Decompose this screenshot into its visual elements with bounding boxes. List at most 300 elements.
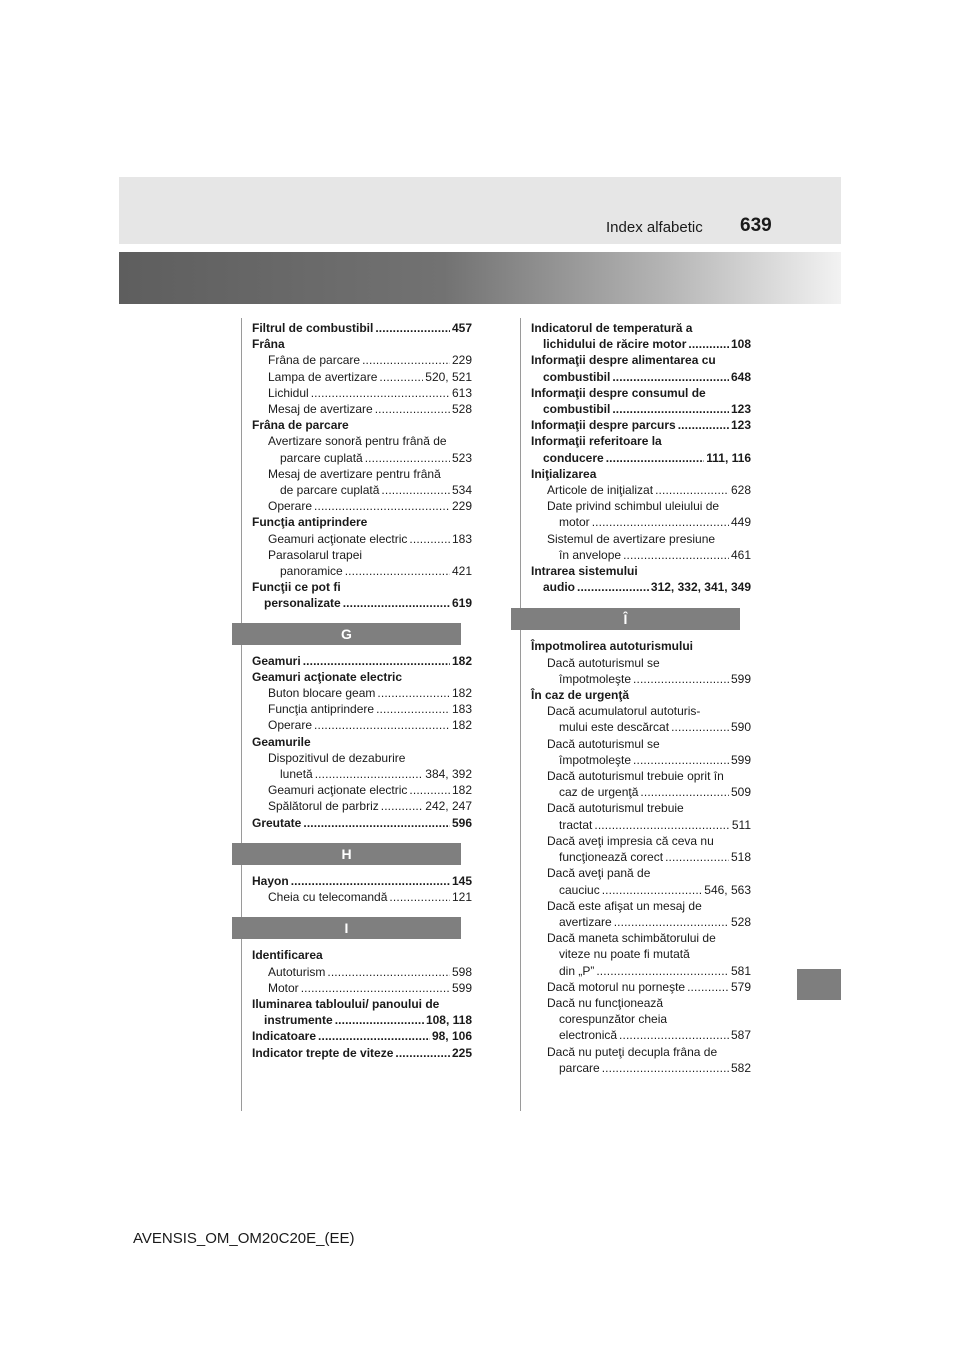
index-entry-text: Informaţii despre parcurs bbox=[531, 418, 676, 433]
index-entry-line bbox=[252, 369, 472, 385]
index-entry-line bbox=[252, 798, 472, 814]
leader-dots bbox=[375, 320, 450, 336]
index-entry-line bbox=[531, 800, 751, 816]
index-page-ref[interactable]: 628 bbox=[730, 483, 751, 498]
index-entry-text: Avertizare sonoră pentru frână de bbox=[268, 434, 447, 449]
index-page-ref[interactable]: 518 bbox=[730, 850, 751, 865]
index-page-ref[interactable]: 509 bbox=[730, 785, 751, 800]
index-page-ref[interactable]: 596 bbox=[451, 815, 472, 830]
index-entry bbox=[252, 873, 472, 889]
index-page-ref[interactable]: 528 bbox=[730, 914, 751, 929]
index-block bbox=[531, 320, 751, 595]
index-entry bbox=[252, 947, 472, 963]
index-page-ref[interactable]: 312, 332, 341, 349 bbox=[650, 580, 751, 595]
index-entry-text: Date privind schimbul uleiului de bbox=[547, 499, 720, 514]
letter-header-g: G bbox=[232, 623, 461, 645]
index-page-ref[interactable]: 520, 521 bbox=[425, 369, 472, 384]
index-entry-text: Informaţii despre alimentarea cu bbox=[531, 353, 716, 368]
index-entry bbox=[531, 417, 751, 433]
index-entry bbox=[531, 466, 751, 482]
index-entry bbox=[252, 782, 472, 798]
leader-dots bbox=[389, 889, 450, 905]
index-entry-text: Dispozitivul de dezaburire bbox=[268, 750, 406, 765]
index-entry-line bbox=[531, 914, 751, 930]
index-entry bbox=[531, 655, 751, 687]
index-entry-text: Dacă maneta schimbătorului de bbox=[547, 931, 716, 946]
index-entry-text: Informaţii despre consumul de bbox=[531, 385, 706, 400]
index-entry bbox=[531, 352, 751, 384]
index-entry-text: cauciuc bbox=[559, 882, 600, 897]
leader-dots bbox=[655, 482, 729, 498]
index-entry-line bbox=[252, 1012, 472, 1028]
index-entry-text: Sistemul de avertizare presiune bbox=[547, 531, 716, 546]
index-entry-line bbox=[252, 669, 472, 685]
index-entry-line bbox=[252, 717, 472, 733]
leader-dots bbox=[379, 369, 423, 385]
index-entry-line bbox=[252, 1028, 472, 1044]
leader-dots bbox=[409, 531, 450, 547]
leader-dots bbox=[395, 1045, 450, 1061]
index-entry-text: Operare bbox=[268, 499, 313, 514]
leader-dots bbox=[594, 817, 730, 833]
index-column-right bbox=[531, 320, 751, 1076]
index-entry bbox=[531, 687, 751, 703]
index-page-ref[interactable]: 511 bbox=[731, 817, 751, 832]
index-entry-text: Indicatoare bbox=[252, 1029, 317, 1044]
index-entry-line bbox=[531, 1044, 751, 1060]
index-entry-text: Motor bbox=[268, 980, 299, 995]
index-block bbox=[531, 638, 751, 1075]
index-entry-line bbox=[531, 833, 751, 849]
index-page-ref[interactable]: 229 bbox=[451, 499, 472, 514]
leader-dots bbox=[327, 964, 450, 980]
index-page-ref[interactable]: 582 bbox=[730, 1060, 751, 1075]
index-entry-text: Operare bbox=[268, 718, 313, 733]
index-entry bbox=[252, 336, 472, 352]
index-entry bbox=[252, 514, 472, 530]
index-entry-text: de parcare cuplată bbox=[280, 483, 380, 498]
leader-dots bbox=[577, 579, 649, 595]
index-page-ref[interactable]: 613 bbox=[451, 385, 472, 400]
index-page-ref[interactable]: 546, 563 bbox=[704, 882, 751, 897]
leader-dots bbox=[602, 1060, 729, 1076]
index-entry bbox=[252, 815, 472, 831]
index-entry bbox=[531, 433, 751, 465]
index-entry-text: funcţionează corect bbox=[559, 850, 664, 865]
index-entry bbox=[252, 798, 472, 814]
header-band bbox=[119, 177, 841, 244]
column-divider-left bbox=[241, 318, 242, 1111]
index-entry-text: Identificarea bbox=[252, 948, 323, 963]
index-entry-line bbox=[252, 433, 472, 449]
index-entry bbox=[531, 498, 751, 530]
index-entry-text: Dacă este afişat un mesaj de bbox=[547, 898, 702, 913]
index-entry-text: Indicator trepte de viteze bbox=[252, 1045, 394, 1060]
index-entry-text: Dacă autoturismul trebuie bbox=[547, 801, 684, 816]
index-entry-text: Împotmolirea autoturismului bbox=[531, 639, 694, 654]
index-entry-line bbox=[531, 979, 751, 995]
index-entry-line bbox=[252, 514, 472, 530]
index-entry bbox=[252, 653, 472, 669]
page-number: 639 bbox=[740, 215, 772, 236]
leader-dots bbox=[365, 450, 450, 466]
index-entry-line bbox=[252, 579, 472, 595]
index-block bbox=[252, 873, 472, 905]
index-entry-line bbox=[252, 385, 472, 401]
index-entry-text: personalizate bbox=[264, 596, 341, 611]
leader-dots bbox=[291, 873, 450, 889]
index-entry bbox=[252, 980, 472, 996]
index-entry-line bbox=[531, 736, 751, 752]
index-entry bbox=[531, 736, 751, 768]
leader-dots bbox=[311, 385, 450, 401]
index-entry-line bbox=[531, 752, 751, 768]
index-entry-line bbox=[531, 514, 751, 530]
index-entry-line bbox=[531, 768, 751, 784]
index-entry bbox=[531, 638, 751, 654]
index-entry-line bbox=[252, 964, 472, 980]
index-entry bbox=[252, 717, 472, 733]
leader-dots bbox=[381, 798, 424, 814]
index-entry-text: Dacă aveţi pană de bbox=[547, 866, 651, 881]
leader-dots bbox=[375, 401, 450, 417]
index-page-ref[interactable]: 182 bbox=[451, 783, 472, 798]
index-entry-text: Geamuri acţionate electric bbox=[268, 783, 408, 798]
index-entry-line bbox=[252, 401, 472, 417]
index-entry bbox=[531, 930, 751, 979]
index-entry-text: Cheia cu telecomandă bbox=[268, 890, 388, 905]
index-entry bbox=[252, 531, 472, 547]
index-entry-text: electronică bbox=[559, 1028, 618, 1043]
index-entry-text: combustibil bbox=[543, 369, 611, 384]
index-entry-line bbox=[531, 320, 751, 336]
index-entry-text: Geamuri acţionate electric bbox=[252, 669, 403, 684]
index-entry bbox=[531, 703, 751, 735]
index-entry-line bbox=[531, 865, 751, 881]
index-entry-line bbox=[531, 417, 751, 433]
index-entry-line bbox=[531, 784, 751, 800]
index-entry-text: caz de urgenţă bbox=[559, 785, 639, 800]
index-column-left bbox=[252, 320, 472, 1061]
index-entry-line bbox=[252, 685, 472, 701]
leader-dots bbox=[314, 717, 450, 733]
index-entry-text: Frâna de parcare bbox=[252, 418, 349, 433]
index-page-ref[interactable]: 182 bbox=[451, 653, 472, 668]
index-entry-text: avertizare bbox=[559, 914, 612, 929]
index-entry bbox=[252, 579, 472, 611]
index-entry-line bbox=[252, 1045, 472, 1061]
index-entry-text: Funcţia antiprindere bbox=[268, 702, 375, 717]
leader-dots bbox=[362, 352, 450, 368]
index-page-ref[interactable]: 619 bbox=[451, 596, 472, 611]
leader-dots bbox=[665, 849, 729, 865]
leader-dots bbox=[381, 482, 450, 498]
index-entry-text: Dacă nu funcţionează bbox=[547, 995, 664, 1010]
leader-dots bbox=[596, 963, 729, 979]
index-entry-text: audio bbox=[543, 580, 575, 595]
index-entry-line bbox=[531, 450, 751, 466]
index-entry-line bbox=[252, 889, 472, 905]
index-entry-text: Mesaj de avertizare bbox=[268, 402, 373, 417]
index-page-ref[interactable]: 599 bbox=[730, 752, 751, 767]
index-entry-line bbox=[531, 638, 751, 654]
index-page-ref[interactable]: 648 bbox=[730, 369, 751, 384]
leader-dots bbox=[606, 450, 705, 466]
column-divider-right bbox=[520, 318, 521, 1111]
index-entry bbox=[531, 898, 751, 930]
index-entry-text: Buton blocare geam bbox=[268, 686, 376, 701]
index-entry bbox=[531, 385, 751, 417]
index-entry-line bbox=[531, 385, 751, 401]
index-page-ref[interactable]: 579 bbox=[730, 979, 751, 994]
letter-header-i-circumflex: Î bbox=[511, 608, 740, 630]
index-page-ref[interactable]: 121 bbox=[451, 890, 472, 905]
index-entry bbox=[252, 498, 472, 514]
index-entry-text: Spălătorul de parbriz bbox=[268, 799, 379, 814]
index-entry-line bbox=[531, 898, 751, 914]
index-entry-line bbox=[531, 995, 751, 1011]
leader-dots bbox=[640, 784, 729, 800]
leader-dots bbox=[335, 1012, 424, 1028]
index-page-ref[interactable]: 183 bbox=[451, 702, 472, 717]
index-entry-text: Dacă autoturismul se bbox=[547, 655, 660, 670]
index-entry bbox=[531, 320, 751, 352]
leader-dots bbox=[377, 685, 450, 701]
index-entry bbox=[252, 964, 472, 980]
index-page-ref[interactable]: 183 bbox=[451, 531, 472, 546]
index-page-ref[interactable]: 587 bbox=[730, 1028, 751, 1043]
index-entry-text: împotmoleşte bbox=[559, 671, 632, 686]
index-entry-line bbox=[252, 766, 472, 782]
index-entry-line bbox=[252, 450, 472, 466]
index-entry-line bbox=[252, 782, 472, 798]
index-entry-line bbox=[252, 815, 472, 831]
index-entry-text: Filtrul de combustibil bbox=[252, 321, 374, 335]
document-code: AVENSIS_OM_OM20C20E_(EE) bbox=[133, 1230, 355, 1247]
leader-dots bbox=[687, 979, 729, 995]
leader-dots bbox=[623, 547, 729, 563]
leader-dots bbox=[671, 719, 729, 735]
index-entry-text: corespunzător cheia bbox=[559, 1012, 668, 1027]
index-page-ref[interactable]: 384, 392 bbox=[425, 767, 472, 782]
index-page-ref[interactable]: 534 bbox=[451, 483, 472, 498]
index-entry-text: parcare bbox=[559, 1060, 600, 1075]
index-entry bbox=[531, 865, 751, 897]
index-page-ref[interactable]: 123 bbox=[730, 402, 751, 417]
index-page-ref[interactable]: 123 bbox=[730, 418, 751, 433]
leader-dots bbox=[633, 671, 729, 687]
leader-dots bbox=[301, 980, 450, 996]
index-entry-line bbox=[252, 996, 472, 1012]
index-page-ref[interactable]: 599 bbox=[730, 671, 751, 686]
index-page-ref[interactable]: 108, 118 bbox=[425, 1013, 472, 1028]
index-entry-text: Frâna bbox=[252, 337, 285, 352]
leader-dots bbox=[612, 401, 729, 417]
index-page-ref[interactable]: 449 bbox=[730, 515, 751, 530]
index-entry-text: Funcţia antiprindere bbox=[252, 515, 368, 530]
index-entry-text: parcare cuplată bbox=[280, 450, 363, 465]
index-entry bbox=[252, 669, 472, 685]
index-entry bbox=[252, 433, 472, 465]
index-entry bbox=[252, 1045, 472, 1061]
index-entry-text: Intrarea sistemului bbox=[531, 564, 638, 579]
index-entry-line bbox=[531, 352, 751, 368]
index-entry bbox=[531, 833, 751, 865]
index-entry-line bbox=[531, 433, 751, 449]
index-entry-text: Geamurile bbox=[252, 734, 311, 749]
index-block bbox=[252, 947, 472, 1060]
leader-dots bbox=[315, 766, 424, 782]
index-entry-text: Autoturism bbox=[268, 964, 326, 979]
index-page-ref[interactable]: 225 bbox=[451, 1045, 472, 1060]
leader-dots bbox=[688, 336, 729, 352]
index-entry-text: Dacă autoturismul trebuie oprit în bbox=[547, 769, 724, 784]
index-block bbox=[252, 320, 472, 612]
index-entry-text: combustibil bbox=[543, 402, 611, 417]
index-entry-text: Dacă autoturismul se bbox=[547, 736, 660, 751]
index-entry-text: Lichidul bbox=[268, 385, 309, 400]
index-page-ref[interactable]: 182 bbox=[451, 686, 472, 701]
leader-dots bbox=[303, 653, 450, 669]
index-entry-text: conducere bbox=[543, 450, 604, 465]
index-entry-text: Parasolarul trapei bbox=[268, 547, 363, 562]
index-entry bbox=[531, 482, 751, 498]
index-entry-line bbox=[531, 1027, 751, 1043]
index-entry-line bbox=[252, 531, 472, 547]
index-entry bbox=[252, 734, 472, 750]
index-entry-line bbox=[252, 563, 472, 579]
leader-dots bbox=[303, 815, 450, 831]
index-entry-text: Geamuri acţionate electric bbox=[268, 531, 408, 546]
letter-header-i: I bbox=[232, 917, 461, 939]
index-entry bbox=[531, 563, 751, 595]
index-page-ref[interactable]: 242, 247 bbox=[425, 799, 472, 814]
index-entry bbox=[252, 889, 472, 905]
index-entry-line bbox=[252, 980, 472, 996]
leader-dots bbox=[614, 914, 729, 930]
index-page-ref[interactable]: 599 bbox=[451, 980, 472, 995]
index-entry-text: mului este descărcat bbox=[559, 720, 670, 735]
index-entry-line bbox=[531, 655, 751, 671]
index-page-ref[interactable]: 461 bbox=[730, 547, 751, 562]
leader-dots bbox=[345, 563, 450, 579]
index-entry-text: Mesaj de avertizare pentru frână bbox=[268, 466, 441, 481]
index-entry bbox=[252, 401, 472, 417]
index-entry-line bbox=[252, 653, 472, 669]
index-entry-text: Informaţii referitoare la bbox=[531, 434, 662, 449]
index-entry-text: Lampa de avertizare bbox=[268, 369, 378, 384]
index-entry bbox=[252, 1028, 472, 1044]
section-gradient-band bbox=[119, 252, 841, 304]
index-entry-text: Greutate bbox=[252, 815, 302, 830]
section-thumb-tab bbox=[797, 969, 841, 1000]
index-entry-line bbox=[252, 547, 472, 563]
index-entry-line bbox=[531, 719, 751, 735]
index-entry-line bbox=[531, 336, 751, 352]
index-entry-line bbox=[531, 563, 751, 579]
index-entry-line bbox=[531, 401, 751, 417]
index-entry-text: Frâna de parcare bbox=[268, 353, 361, 368]
index-entry bbox=[252, 352, 472, 368]
index-entry-line bbox=[252, 750, 472, 766]
index-entry-text: Dacă motorul nu porneşte bbox=[547, 979, 686, 994]
index-page-ref[interactable]: 590 bbox=[730, 720, 751, 735]
index-entry-line bbox=[252, 595, 472, 611]
index-entry-line bbox=[531, 1011, 751, 1027]
index-page-ref[interactable]: 581 bbox=[730, 963, 751, 978]
index-page-ref[interactable]: 528 bbox=[451, 402, 472, 417]
index-entry-text: împotmoleşte bbox=[559, 752, 632, 767]
index-entry-text: motor bbox=[559, 515, 590, 530]
index-entry-text: tractat bbox=[559, 817, 593, 832]
index-entry-line bbox=[531, 930, 751, 946]
index-entry-text: Dacă nu puteţi decupla frâna de bbox=[547, 1044, 718, 1059]
index-entry-line bbox=[252, 482, 472, 498]
index-entry-line bbox=[531, 946, 751, 962]
leader-dots bbox=[376, 701, 450, 717]
index-entry-line bbox=[252, 466, 472, 482]
index-entry bbox=[531, 995, 751, 1044]
leader-dots bbox=[602, 882, 703, 898]
index-entry bbox=[531, 800, 751, 832]
index-entry-line bbox=[252, 947, 472, 963]
leader-dots bbox=[318, 1028, 430, 1044]
index-entry-text: Indicatorul de temperatură a bbox=[531, 321, 693, 335]
index-page-ref[interactable]: 421 bbox=[451, 564, 472, 579]
index-entry-line bbox=[531, 1060, 751, 1076]
index-entry bbox=[252, 996, 472, 1028]
index-entry-text: lunetă bbox=[280, 767, 313, 782]
index-page-ref[interactable]: 108 bbox=[730, 337, 751, 352]
index-entry-line bbox=[252, 734, 472, 750]
index-entry bbox=[531, 768, 751, 800]
index-entry bbox=[531, 531, 751, 563]
index-entry-line bbox=[531, 849, 751, 865]
index-page-ref[interactable]: 229 bbox=[451, 353, 472, 368]
index-entry-text: Iluminarea tabloului/ panoului de bbox=[252, 996, 440, 1011]
leader-dots bbox=[409, 782, 450, 798]
index-page-ref[interactable]: 98, 106 bbox=[431, 1029, 472, 1044]
index-page-ref[interactable]: 182 bbox=[451, 718, 472, 733]
index-entry-line bbox=[531, 671, 751, 687]
letter-header-h: H bbox=[232, 843, 461, 865]
index-entry-line bbox=[252, 336, 472, 352]
index-entry-text: din „P” bbox=[559, 963, 595, 978]
index-page-ref[interactable]: 111, 116 bbox=[706, 450, 751, 465]
index-entry-line bbox=[252, 498, 472, 514]
index-page-ref[interactable]: 145 bbox=[451, 873, 472, 888]
index-entry-text: În caz de urgenţă bbox=[531, 688, 630, 703]
index-page-ref[interactable]: 523 bbox=[451, 450, 472, 465]
index-entry-line bbox=[531, 579, 751, 595]
leader-dots bbox=[678, 417, 729, 433]
index-entry-text: viteze nu poate fi mutată bbox=[559, 947, 690, 962]
index-entry bbox=[252, 701, 472, 717]
leader-dots bbox=[612, 369, 729, 385]
page-title: Index alfabetic bbox=[606, 219, 703, 236]
index-page-ref[interactable]: 598 bbox=[451, 964, 472, 979]
index-entry-line bbox=[531, 817, 751, 833]
index-entry-line bbox=[531, 882, 751, 898]
index-entry bbox=[531, 979, 751, 995]
index-page-ref[interactable]: 457 bbox=[451, 321, 472, 335]
index-entry bbox=[252, 466, 472, 498]
index-entry-line bbox=[531, 547, 751, 563]
index-entry-line bbox=[252, 320, 472, 336]
index-entry-text: Iniţializarea bbox=[531, 466, 597, 481]
leader-dots bbox=[633, 752, 729, 768]
index-entry-line bbox=[531, 531, 751, 547]
